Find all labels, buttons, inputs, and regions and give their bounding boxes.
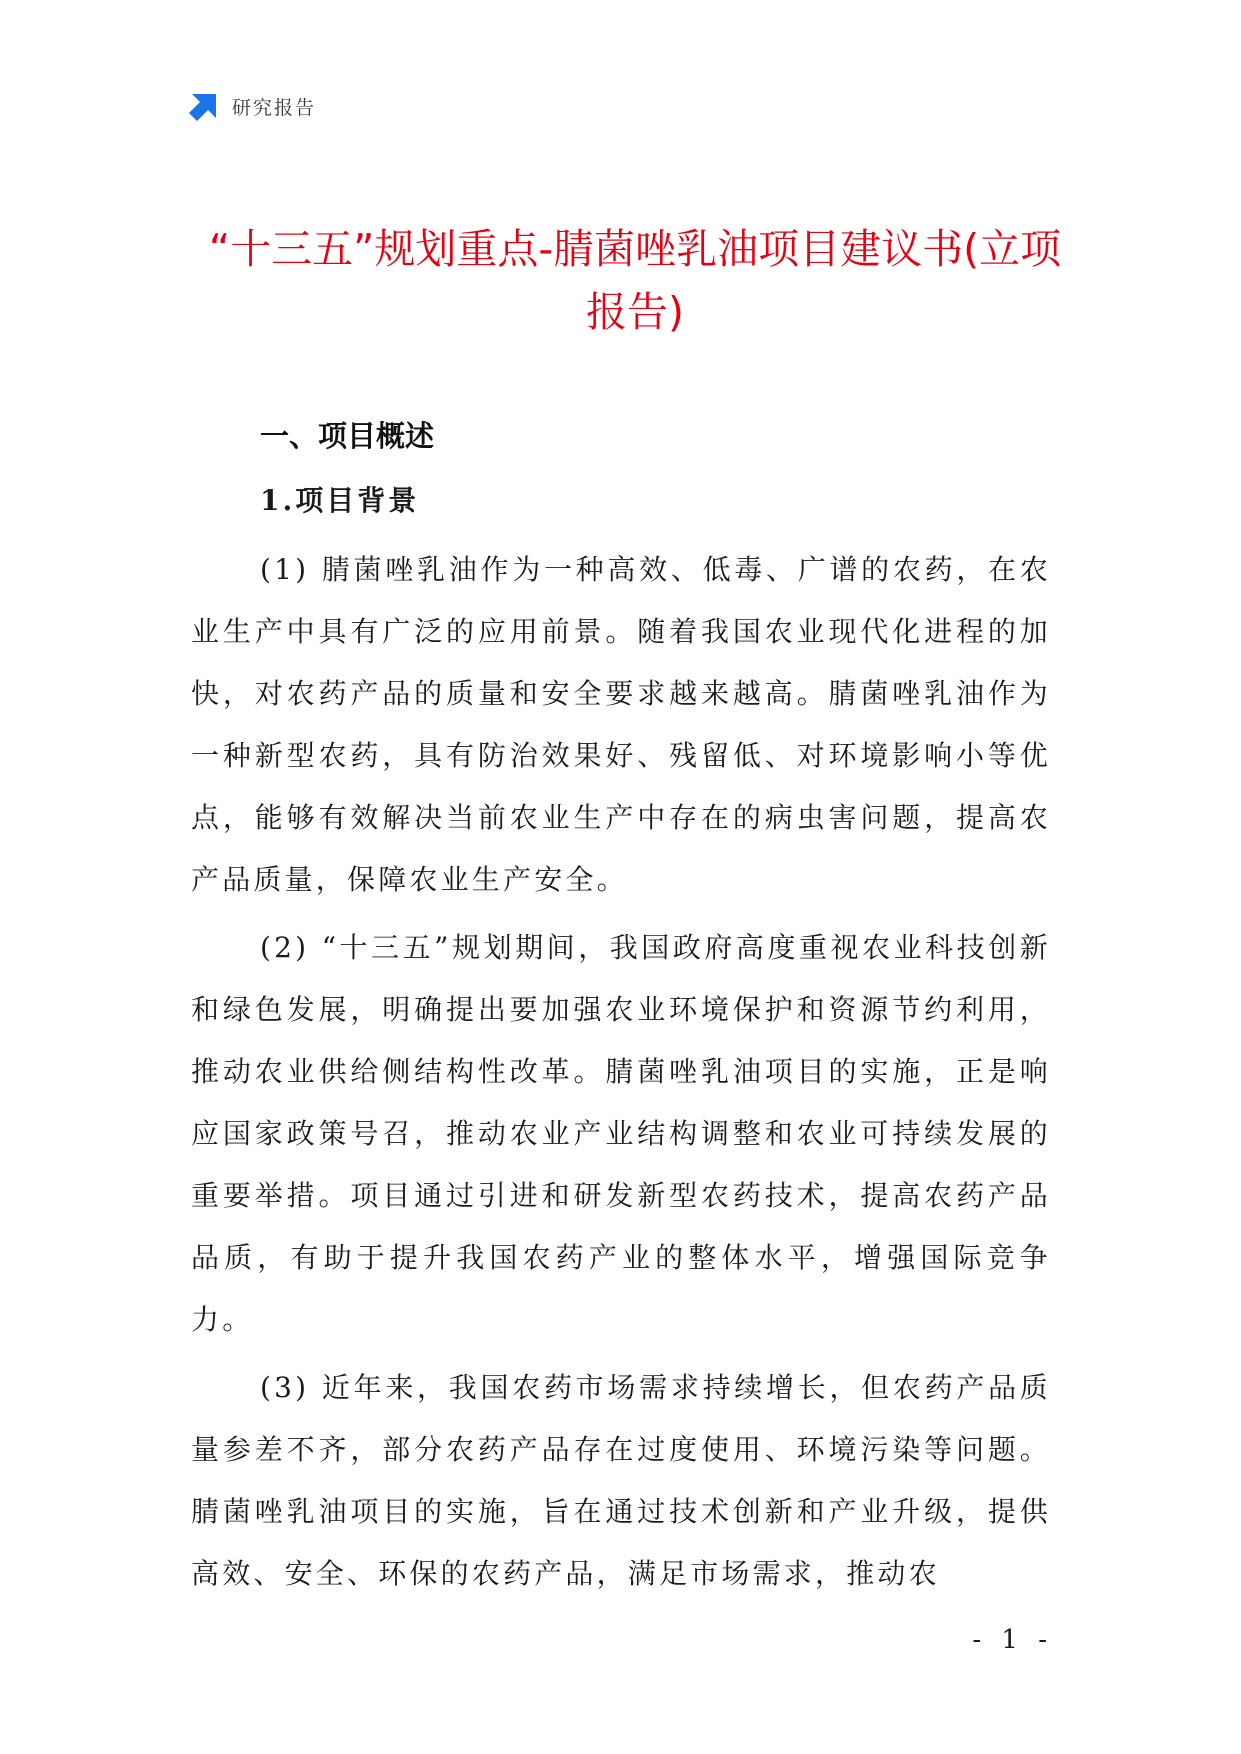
section-heading: 一、项目概述 bbox=[260, 419, 435, 453]
paragraph-3: (3) 近年来，我国农药市场需求持续增长，但农药产品质量参差不齐，部分农药产品存在过度使用、环境污染等问题。腈菌唑乳油项目的实施，旨在通过技术创新和产业升级，提供高效、安全、环保的农药产品，满足市场需求，推动农 bbox=[191, 1371, 1051, 1590]
document-body bbox=[191, 415, 1051, 1611]
header bbox=[188, 90, 316, 122]
arrow-up-right-icon bbox=[188, 90, 220, 122]
sub-heading: 1.项目背景 bbox=[260, 484, 420, 517]
page-number: - 1 - bbox=[972, 1625, 1053, 1655]
header-label: 研究报告 bbox=[232, 96, 317, 119]
paragraph-2: (2) “十三五”规划期间，我国政府高度重视农业科技创新和绿色发展，明确提出要加强农业环境保护和资源节约利用，推动农业供给侧结构性改革。腈菌唑乳油项目的实施，正是响应国家政策号召，推动农业产业结构调整和农业可持续发展的重要举措。项目通过引进和研发新型农药技术，提高农药产品品质，有助于提升我国农药产业的整体水平，增强国际竞争力。 bbox=[191, 931, 1051, 1336]
paragraph-1: (1) 腈菌唑乳油作为一种高效、低毒、广谱的农药，在农业生产中具有广泛的应用前景。随着我国农业现代化进程的加快，对农药产品的质量和安全要求越来越高。腈菌唑乳油作为一种新型农药，具有防治效果好、残留低、对环境影响小等优点，能够有效解决当前农业生产中存在的病虫害问题，提高农产品质量，保障农业生产安全。 bbox=[191, 553, 1051, 896]
document-title: “十三五”规划重点-腈菌唑乳油项目建议书(立项报告) bbox=[208, 225, 1062, 336]
